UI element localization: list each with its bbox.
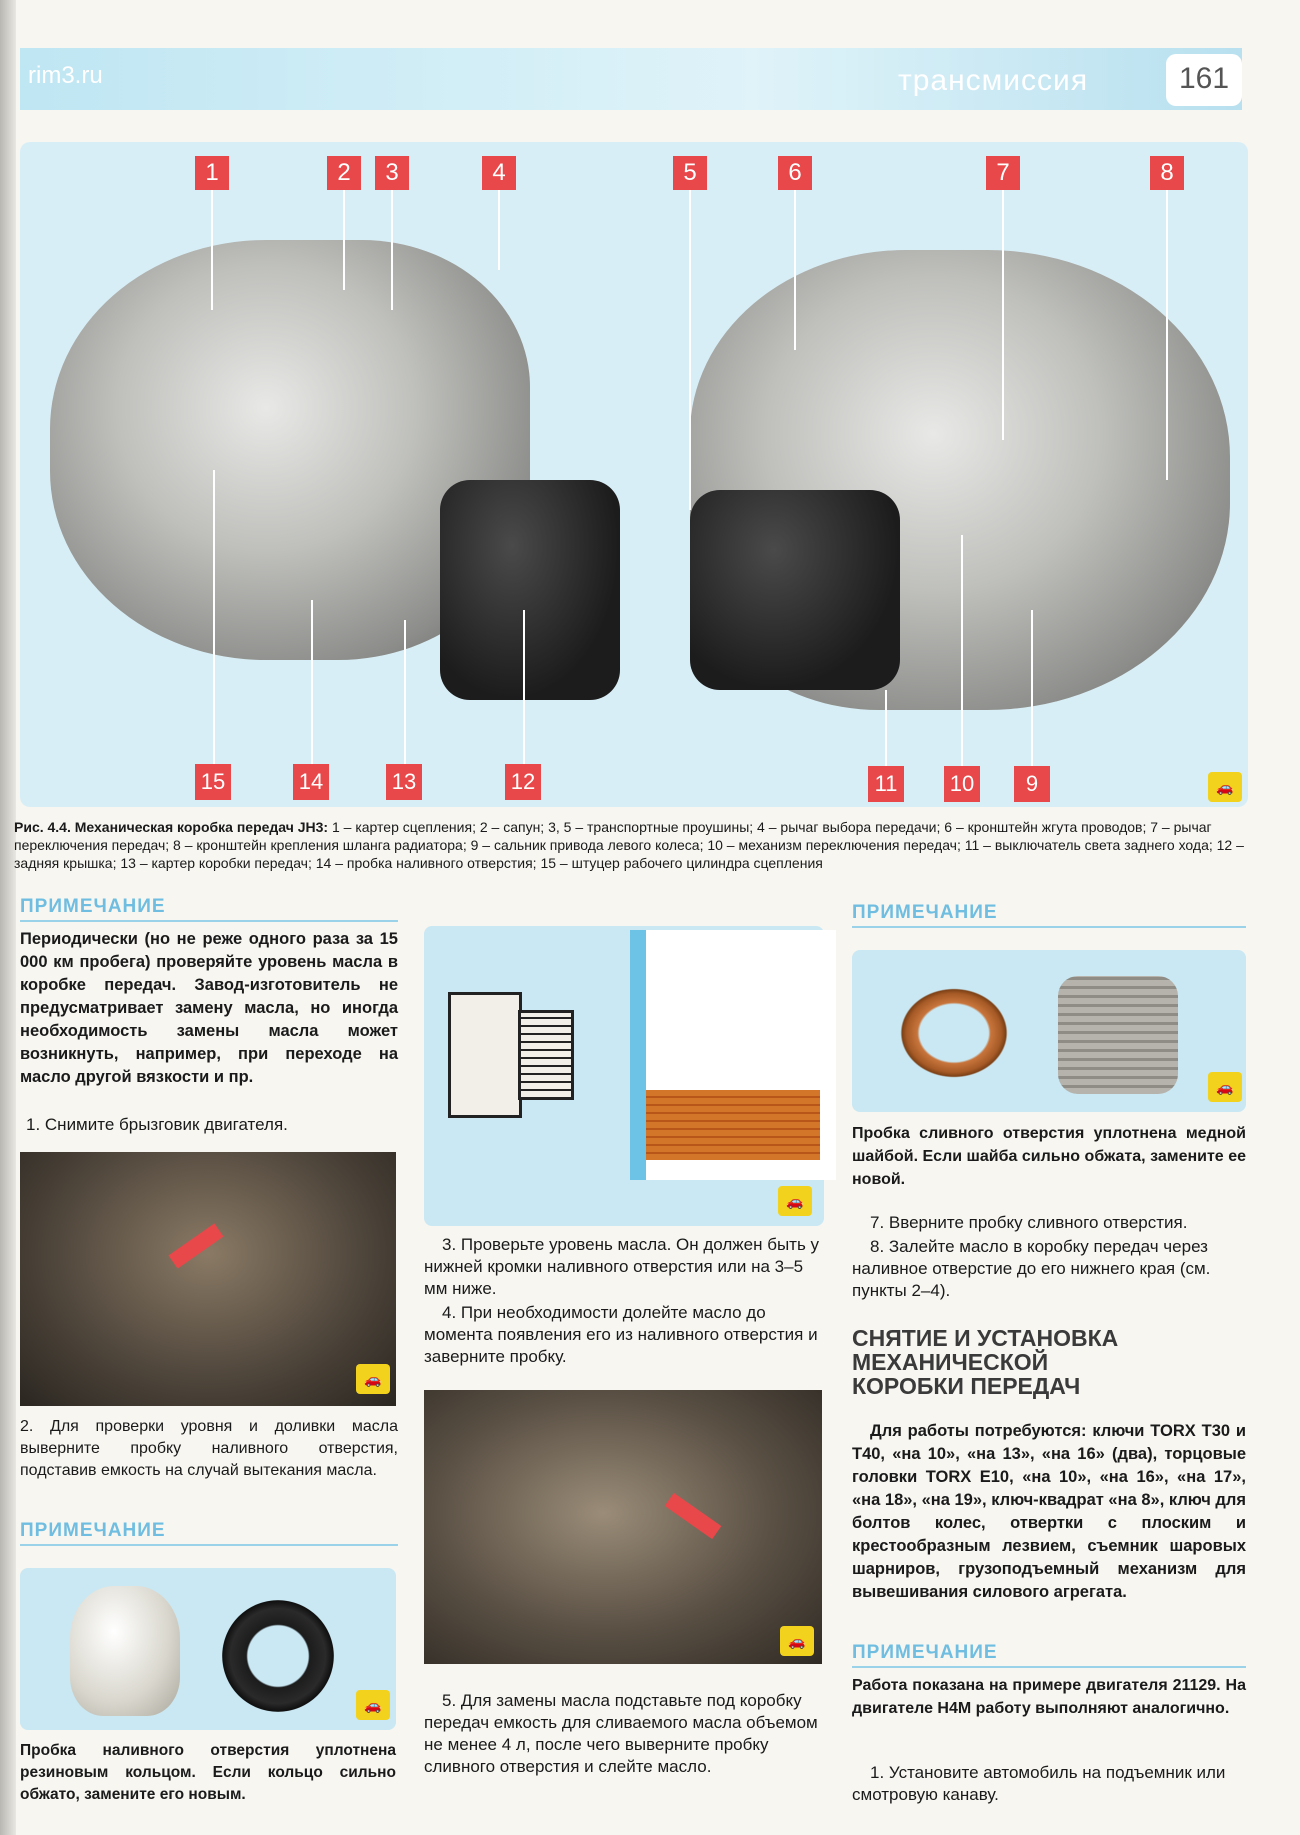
figure-caption [14,818,1254,872]
leader-line [311,600,313,764]
note-rule [852,926,1246,928]
note-title: ПРИМЕЧАНИЕ [20,1520,166,1541]
callout-15: 15 [195,764,231,800]
callout-8: 8 [1150,156,1184,190]
car-logo-icon: 🚗 [356,1690,390,1720]
callout-5: 5 [673,156,707,190]
leader-line [1031,610,1033,766]
leader-line [213,470,215,764]
car-logo-icon: 🚗 [1208,772,1242,802]
leader-line [343,190,345,290]
leader-line [523,610,525,764]
callout-2: 2 [327,156,361,190]
engine-photo-1 [20,1152,396,1406]
heading-line-1: СНЯТИЕ И УСТАНОВКА [852,1325,1119,1351]
callout-14: 14 [293,764,329,800]
caption-text: 1 – картер сцепления; 2 – сапун; 3, 5 – транспортные проушины; 4 – рычаг выбора передачи; 6 – кронштейн жгута проводов; 7 – рычаг переключения передач; 8 – кронштейн крепления шланга радиатора; 9 – сальник привода левого колеса; 10 – механизм переключения передач; 11 – выключатель света заднего хода; 12 – задняя крышка; 13 – картер коробки передач; 14 – пробка наливного отверстия; 15 – штуцер рабочего цилиндра сцепления [14,819,1244,871]
drain-caption: Пробка сливного отверстия уплотнена медной шайбой. Если шайба сильно обжата, замените ее новой. [852,1125,1246,1188]
leader-line [794,190,796,350]
car-logo-icon: 🚗 [778,1186,812,1216]
section-title: трансмиссия [898,64,1089,97]
car-logo-icon: 🚗 [780,1626,814,1656]
note-title: ПРИМЕЧАНИЕ [852,1642,998,1663]
note-text: Периодически (но не реже одного раза за 15 000 км пробега) проверяйте уровень масла в коробке передач. Завод-изготовитель не предусматривает замену масла, но иногда необходимость замены масла может возникнуть, например, при переходе на масло другой вязкости и пр. [20,930,398,1086]
callout-9: 9 [1014,766,1050,802]
leader-line [404,620,406,764]
callout-4: 4 [482,156,516,190]
filler-plug [70,1586,180,1716]
leader-line [211,190,213,310]
note2-caption: Пробка наливного отверстия уплотнена резиновым кольцом. Если кольцо сильно обжато, замените его новым. [20,1742,396,1803]
note-rule [852,1666,1246,1668]
leader-line [885,690,887,766]
callout-11: 11 [868,766,904,802]
callout-12: 12 [505,764,541,800]
drain-plug [1058,976,1178,1094]
heading-line-3: КОРОБКИ ПЕРЕДАЧ [852,1373,1081,1399]
tools-list: Для работы потребуются: ключи TORX T30 и T40, «на 10», «на 13», «на 16» (два), торцовые головки TORX E10, «на 10», «на 16», «на 17», «на 18», «на 19», ключ-квадрат «на 8», ключ для болтов колес, отвертки с плоским и крестообразным лезвием, съемник шаровых шарниров, грузоподъемный механизм для вывешивания силового агрегата. [852,1422,1247,1601]
note-rule [20,1544,398,1546]
step-7: 7. Вверните пробку сливного отверстия. [870,1213,1188,1232]
plug-thread [518,1010,574,1100]
step-1: 1. Снимите брызговик двигателя. [26,1115,288,1134]
note-title: ПРИМЕЧАНИЕ [20,896,166,917]
page-spine [0,0,16,1835]
step-3: 3. Проверьте уровень масла. Он должен быть у нижней кромки наливного отверстия или на 3–5 мм ниже. [424,1235,820,1298]
plug-head [448,992,522,1118]
leader-line [498,190,500,270]
callout-13: 13 [386,764,422,800]
leader-line [961,535,963,766]
site-name: rim3.ru [28,62,103,89]
callout-10: 10 [944,766,980,802]
car-logo-icon: 🚗 [1208,1072,1242,1102]
car-logo-icon: 🚗 [356,1364,390,1394]
caption-title: Рис. 4.4. Механическая коробка передач JH3: [14,819,329,835]
note2-text: Работа показана на примере двигателя 21129. На двигателе H4M работу выполняют аналогично. [852,1677,1246,1717]
callout-6: 6 [778,156,812,190]
page-number: 161 [1178,62,1230,95]
rear-cover-right [690,490,900,690]
section-heading [852,1326,1246,1398]
step-1-removal: 1. Установите автомобиль на подъемник или смотровую канаву. [852,1763,1226,1804]
rear-cover-left [440,480,620,700]
note-title: ПРИМЕЧАНИЕ [852,902,998,923]
leader-line [1166,190,1168,480]
callout-3: 3 [375,156,409,190]
step-2: 2. Для проверки уровня и доливки масла выверните пробку наливного отверстия, подставив емкость на случай вытекания масла. [20,1418,398,1479]
copper-washer [900,988,1008,1078]
step-5: 5. Для замены масла подставьте под коробку передач емкость для сливаемого масла объемом не менее 4 л, после чего выверните пробку сливного отверстия и слейте масло. [424,1691,818,1776]
heading-line-2: МЕХАНИЧЕСКОЙ [852,1349,1049,1375]
oil-level [646,1090,820,1160]
step-4: 4. При необходимости долейте масло до момента появления его из наливного отверстия и заверните пробку. [424,1303,818,1366]
engine-photo-2 [424,1390,822,1664]
leader-line [689,190,691,510]
rubber-ring [222,1600,334,1712]
note-rule [20,920,398,922]
callout-7: 7 [986,156,1020,190]
leader-line [1002,190,1004,440]
leader-line [391,190,393,310]
step-8: 8. Залейте масло в коробку передач через наливное отверстие до его нижнего края (см. пункты 2–4). [852,1237,1211,1300]
callout-1: 1 [195,156,229,190]
